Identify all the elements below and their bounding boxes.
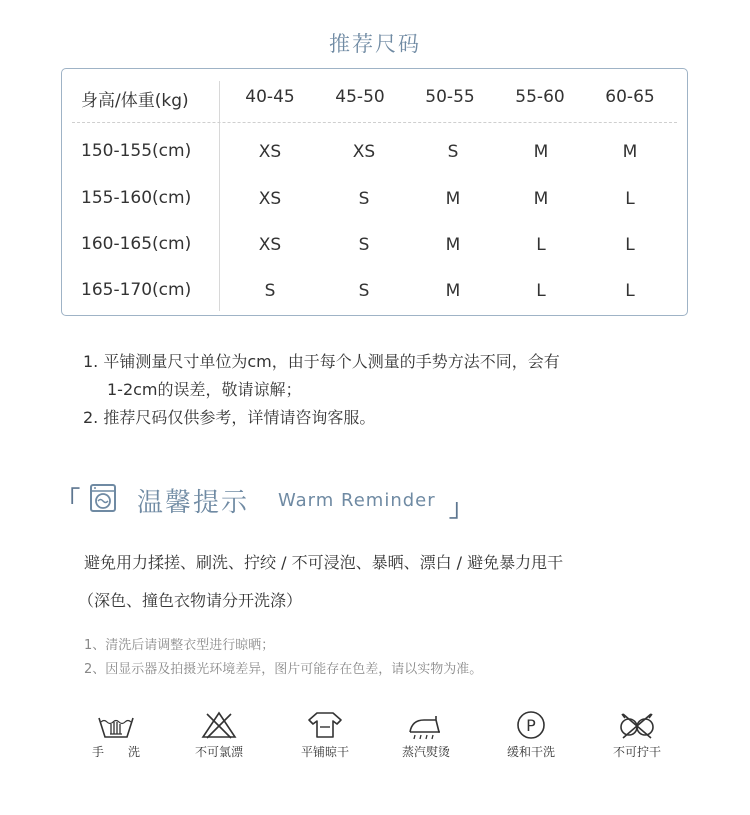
- washing-machine-icon: [89, 483, 117, 517]
- steam-iron-icon: [406, 710, 446, 740]
- care-label: 缓和干洗: [506, 745, 555, 759]
- size-cell: M: [445, 189, 461, 209]
- tips-title-en: Warm Reminder: [278, 490, 436, 511]
- size-cell: XS: [258, 235, 282, 255]
- size-cell: L: [625, 281, 635, 301]
- care-label: 平铺晾干: [300, 745, 349, 759]
- no-wring-icon: [617, 710, 657, 740]
- note-line-1: 1. 平铺测量尺寸单位为cm，由于每个人测量的手势方法不同，会有: [83, 352, 560, 371]
- care-label: 不可氯漂: [194, 745, 243, 759]
- table-corner-header: 身高/体重(kg): [81, 91, 189, 111]
- no-bleach-icon: [199, 710, 239, 740]
- table-divider-horizontal: [72, 122, 677, 123]
- measurement-notes: [83, 348, 560, 432]
- size-cell: L: [536, 235, 546, 255]
- size-cell: S: [358, 281, 370, 301]
- care-label: 蒸汽熨烫: [401, 745, 450, 759]
- size-cell: XS: [258, 189, 282, 209]
- column-header: 40-45: [245, 87, 295, 107]
- tips-note-1: 1、清洗后请调整衣型进行晾晒；: [84, 638, 275, 653]
- row-header: 160-165(cm): [81, 234, 192, 254]
- care-item: [76, 710, 156, 760]
- size-cell: XS: [258, 142, 282, 162]
- size-table: [61, 68, 688, 316]
- column-header: 45-50: [335, 87, 385, 107]
- care-item: [179, 710, 259, 760]
- flat-dry-icon: [305, 710, 345, 740]
- care-item: [597, 710, 677, 760]
- column-header: 60-65: [605, 87, 655, 107]
- care-label: 不可拧干: [612, 745, 661, 759]
- care-item: [491, 710, 571, 760]
- size-chart-title: 推荐尺码: [329, 32, 421, 56]
- size-cell: XS: [352, 142, 376, 162]
- care-item: [386, 710, 466, 760]
- size-cell: L: [625, 189, 635, 209]
- size-cell: M: [533, 142, 549, 162]
- size-cell: M: [533, 189, 549, 209]
- size-cell: S: [358, 235, 370, 255]
- bracket-close: 」: [449, 494, 473, 522]
- size-cell: M: [445, 235, 461, 255]
- hand-wash-icon: [96, 710, 136, 740]
- gentle-dry-clean-icon: [511, 710, 551, 740]
- care-item: [285, 710, 365, 760]
- tips-title: 温馨提示: [137, 488, 250, 518]
- bracket-open: 「: [56, 486, 80, 514]
- size-cell: M: [445, 281, 461, 301]
- size-cell: M: [622, 142, 638, 162]
- note-line-2: 2. 推荐尺码仅供参考，详情请咨询客服。: [83, 408, 376, 427]
- row-header: 165-170(cm): [81, 280, 192, 300]
- tips-note-2: 2、因显示器及拍摄光环境差异，图片可能存在色差，请以实物为准。: [84, 662, 483, 677]
- row-header: 155-160(cm): [81, 188, 192, 208]
- column-header: 55-60: [515, 87, 565, 107]
- tips-header: [56, 480, 696, 520]
- tips-line-2: （深色、撞色衣物请分开洗涤）: [78, 591, 303, 610]
- tips-line-1: 避免用力揉搓、刷洗、拧绞 / 不可浸泡、暴晒、漂白 / 避免暴力甩干: [84, 553, 564, 572]
- size-cell: L: [536, 281, 546, 301]
- table-divider-vertical: [219, 81, 220, 311]
- note-line-1-cont: 1-2cm的误差，敬请谅解；: [107, 380, 302, 399]
- row-header: 150-155(cm): [81, 141, 192, 161]
- care-label: 手 洗: [91, 745, 140, 759]
- size-cell: S: [358, 189, 370, 209]
- svg-text:P: P: [526, 716, 536, 735]
- size-cell: S: [447, 142, 459, 162]
- size-cell: L: [625, 235, 635, 255]
- column-header: 50-55: [425, 87, 475, 107]
- size-cell: S: [264, 281, 276, 301]
